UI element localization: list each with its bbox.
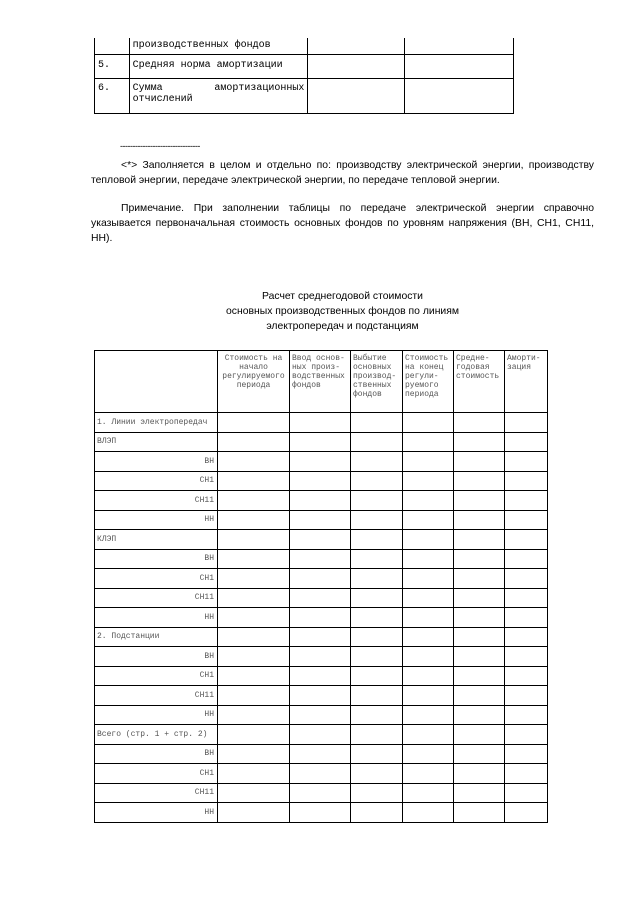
- remark-body: Примечание. При заполнении таблицы по передаче электрической энергии справочно указывается первоначальная стоимость основных фондов по уровням напряжения (ВН, СН1, СН11, НН).: [91, 203, 594, 244]
- empty-cell: [290, 647, 351, 667]
- header-cell: [95, 351, 218, 413]
- empty-cell: [454, 764, 505, 784]
- empty-cell: [290, 452, 351, 472]
- title-line: Расчет среднегодовой стоимости: [262, 291, 423, 302]
- empty-cell: [505, 452, 548, 472]
- row-text: [129, 79, 308, 114]
- row-number: 5.: [95, 55, 130, 79]
- row-text-part: амортизационных: [214, 83, 305, 94]
- empty-cell: [290, 432, 351, 452]
- table-row: [95, 705, 548, 725]
- empty-cell: [351, 725, 403, 745]
- row-text-line2: отчислений: [132, 94, 193, 105]
- table-row: [95, 79, 514, 114]
- empty-cell: [403, 510, 454, 530]
- empty-cell: [454, 608, 505, 628]
- empty-cell: [505, 510, 548, 530]
- table-row: [95, 38, 514, 55]
- empty-cell: [290, 530, 351, 550]
- row-label: 2. Подстанции: [95, 627, 218, 647]
- empty-cell: [290, 666, 351, 686]
- empty-cell: [351, 471, 403, 491]
- empty-cell: [351, 530, 403, 550]
- header-cell: Аморти- зация: [505, 351, 548, 413]
- footnote-body: <*> Заполняется в целом и отдельно по: производству электрической энергии, производству тепловой энергии, передаче электрической энергии, по передаче тепловой энергии.: [91, 160, 594, 186]
- empty-cell: [351, 647, 403, 667]
- footnote-text: [91, 158, 594, 188]
- empty-cell: [218, 588, 290, 608]
- row-number: [95, 38, 130, 55]
- table-row: [95, 549, 548, 569]
- empty-cell: [351, 764, 403, 784]
- row-label: СН1: [95, 666, 218, 686]
- empty-cell: [218, 569, 290, 589]
- empty-cell: [454, 666, 505, 686]
- table-row: [95, 627, 548, 647]
- row-label: СН1: [95, 471, 218, 491]
- empty-cell: [308, 38, 405, 55]
- empty-cell: [454, 549, 505, 569]
- empty-cell: [505, 764, 548, 784]
- empty-cell: [405, 38, 514, 55]
- empty-cell: [290, 744, 351, 764]
- table-row: [95, 530, 548, 550]
- empty-cell: [403, 569, 454, 589]
- table-row: [95, 647, 548, 667]
- empty-cell: [403, 452, 454, 472]
- empty-cell: [403, 686, 454, 706]
- empty-cell: [218, 666, 290, 686]
- header-cell: Стоимость на начало регулируемого периода: [218, 351, 290, 413]
- empty-cell: [403, 608, 454, 628]
- empty-cell: [454, 510, 505, 530]
- row-label: СН1: [95, 569, 218, 589]
- empty-cell: [403, 764, 454, 784]
- empty-cell: [454, 744, 505, 764]
- table-row: [95, 783, 548, 803]
- empty-cell: [454, 686, 505, 706]
- empty-cell: [218, 413, 290, 433]
- header-cell: Средне- годовая стоимость: [454, 351, 505, 413]
- empty-cell: [454, 452, 505, 472]
- empty-cell: [290, 608, 351, 628]
- empty-cell: [454, 471, 505, 491]
- empty-cell: [505, 413, 548, 433]
- row-label: ВН: [95, 452, 218, 472]
- empty-cell: [308, 55, 405, 79]
- row-label: СН11: [95, 686, 218, 706]
- empty-cell: [290, 510, 351, 530]
- empty-cell: [403, 588, 454, 608]
- empty-cell: [351, 783, 403, 803]
- row-text-part: Сумма: [132, 83, 163, 94]
- header-row: [95, 351, 548, 413]
- empty-cell: [403, 647, 454, 667]
- row-label: ВН: [95, 647, 218, 667]
- empty-cell: [290, 803, 351, 823]
- table-row: [95, 744, 548, 764]
- title-line: основных производственных фондов по линиям: [225, 306, 460, 317]
- empty-cell: [290, 413, 351, 433]
- row-label: 1. Линии электропередач: [95, 413, 218, 433]
- row-text: производственных фондов: [129, 38, 308, 55]
- empty-cell: [218, 452, 290, 472]
- empty-cell: [290, 686, 351, 706]
- empty-cell: [218, 471, 290, 491]
- empty-cell: [351, 413, 403, 433]
- table-row: [95, 666, 548, 686]
- empty-cell: [505, 627, 548, 647]
- empty-cell: [405, 55, 514, 79]
- empty-cell: [218, 744, 290, 764]
- row-label: НН: [95, 705, 218, 725]
- empty-cell: [505, 725, 548, 745]
- empty-cell: [218, 549, 290, 569]
- row-text: Средняя норма амортизации: [129, 55, 308, 79]
- empty-cell: [290, 491, 351, 511]
- row-label: ВН: [95, 549, 218, 569]
- table-row: [95, 803, 548, 823]
- empty-cell: [351, 803, 403, 823]
- empty-cell: [454, 491, 505, 511]
- empty-cell: [505, 666, 548, 686]
- remark-text: [91, 201, 594, 246]
- empty-cell: [505, 647, 548, 667]
- empty-cell: [505, 705, 548, 725]
- empty-cell: [403, 549, 454, 569]
- empty-cell: [290, 783, 351, 803]
- main-table: [94, 350, 548, 823]
- empty-cell: [505, 608, 548, 628]
- empty-cell: [290, 549, 351, 569]
- empty-cell: [351, 569, 403, 589]
- table-row: [95, 432, 548, 452]
- empty-cell: [454, 432, 505, 452]
- empty-cell: [218, 627, 290, 647]
- footnote-separator: --------------------------------: [120, 141, 200, 151]
- empty-cell: [290, 705, 351, 725]
- empty-cell: [505, 491, 548, 511]
- table-row: [95, 608, 548, 628]
- empty-cell: [218, 764, 290, 784]
- row-label: СН11: [95, 491, 218, 511]
- row-label: ВН: [95, 744, 218, 764]
- empty-cell: [218, 803, 290, 823]
- table-row: [95, 413, 548, 433]
- empty-cell: [290, 569, 351, 589]
- empty-cell: [505, 549, 548, 569]
- empty-cell: [505, 686, 548, 706]
- empty-cell: [403, 705, 454, 725]
- empty-cell: [218, 686, 290, 706]
- empty-cell: [351, 627, 403, 647]
- row-label: НН: [95, 510, 218, 530]
- table-row: [95, 686, 548, 706]
- empty-cell: [403, 627, 454, 647]
- row-label: СН1: [95, 764, 218, 784]
- empty-cell: [505, 744, 548, 764]
- empty-cell: [351, 510, 403, 530]
- empty-cell: [403, 725, 454, 745]
- empty-cell: [454, 725, 505, 745]
- empty-cell: [454, 647, 505, 667]
- empty-cell: [454, 530, 505, 550]
- row-label: НН: [95, 608, 218, 628]
- empty-cell: [505, 432, 548, 452]
- empty-cell: [505, 803, 548, 823]
- empty-cell: [308, 79, 405, 114]
- empty-cell: [218, 432, 290, 452]
- empty-cell: [403, 530, 454, 550]
- table-row: [95, 569, 548, 589]
- table-row: [95, 725, 548, 745]
- section-title: [91, 289, 594, 334]
- empty-cell: [351, 491, 403, 511]
- table-row: [95, 588, 548, 608]
- row-label: СН11: [95, 783, 218, 803]
- row-label: НН: [95, 803, 218, 823]
- empty-cell: [403, 432, 454, 452]
- row-label: СН11: [95, 588, 218, 608]
- empty-cell: [454, 803, 505, 823]
- empty-cell: [454, 705, 505, 725]
- empty-cell: [218, 510, 290, 530]
- empty-cell: [218, 530, 290, 550]
- row-label: ВЛЭП: [95, 432, 218, 452]
- empty-cell: [403, 783, 454, 803]
- empty-cell: [218, 705, 290, 725]
- empty-cell: [351, 705, 403, 725]
- empty-cell: [403, 413, 454, 433]
- row-label: КЛЭП: [95, 530, 218, 550]
- empty-cell: [218, 491, 290, 511]
- empty-cell: [351, 608, 403, 628]
- empty-cell: [403, 471, 454, 491]
- table-row: [95, 452, 548, 472]
- empty-cell: [405, 79, 514, 114]
- empty-cell: [351, 432, 403, 452]
- empty-cell: [454, 569, 505, 589]
- empty-cell: [403, 744, 454, 764]
- empty-cell: [403, 803, 454, 823]
- empty-cell: [505, 569, 548, 589]
- table-row: [95, 764, 548, 784]
- empty-cell: [403, 666, 454, 686]
- empty-cell: [290, 471, 351, 491]
- table-body: [95, 413, 548, 823]
- title-line: электропередач и подстанциям: [266, 321, 419, 332]
- empty-cell: [454, 627, 505, 647]
- empty-cell: [351, 549, 403, 569]
- empty-cell: [403, 491, 454, 511]
- table-row: [95, 471, 548, 491]
- row-label: Всего (стр. 1 + стр. 2): [95, 725, 218, 745]
- table-row: [95, 510, 548, 530]
- empty-cell: [351, 744, 403, 764]
- empty-cell: [290, 764, 351, 784]
- empty-cell: [454, 413, 505, 433]
- empty-cell: [505, 783, 548, 803]
- empty-cell: [505, 530, 548, 550]
- empty-cell: [290, 725, 351, 745]
- empty-cell: [505, 471, 548, 491]
- top-table: [94, 38, 514, 114]
- row-number: 6.: [95, 79, 130, 114]
- empty-cell: [351, 666, 403, 686]
- header-cell: Стоимость на конец регули- руемого периода: [403, 351, 454, 413]
- header-cell: Выбытие основных производ- ственных фондов: [351, 351, 403, 413]
- table-row: [95, 491, 548, 511]
- empty-cell: [218, 608, 290, 628]
- table-row: [95, 55, 514, 79]
- empty-cell: [290, 627, 351, 647]
- empty-cell: [454, 588, 505, 608]
- empty-cell: [218, 725, 290, 745]
- empty-cell: [218, 783, 290, 803]
- empty-cell: [290, 588, 351, 608]
- empty-cell: [218, 647, 290, 667]
- empty-cell: [351, 686, 403, 706]
- header-cell: Ввод основ- ных произ- водственных фондов: [290, 351, 351, 413]
- empty-cell: [505, 588, 548, 608]
- empty-cell: [351, 452, 403, 472]
- empty-cell: [351, 588, 403, 608]
- empty-cell: [454, 783, 505, 803]
